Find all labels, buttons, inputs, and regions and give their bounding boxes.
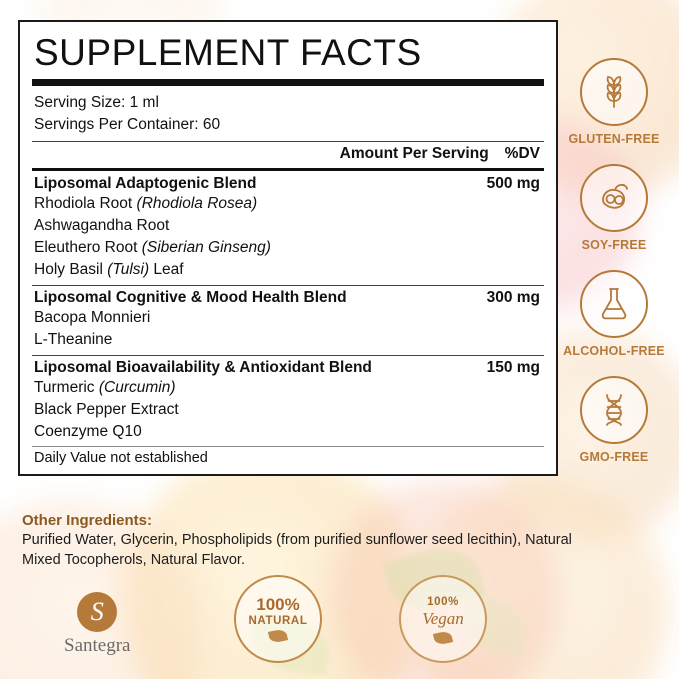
- badge-gluten-free: [555, 58, 673, 146]
- amount-per-serving-header: Amount Per Serving: [339, 144, 489, 162]
- brand-logo: [64, 592, 130, 657]
- ingredient-row: Black Pepper Extract: [34, 400, 179, 418]
- blend-row: [32, 289, 544, 307]
- divider: [32, 141, 544, 142]
- blend-name: Liposomal Adaptogenic Blend: [34, 174, 257, 192]
- seal-percent: 100%: [427, 596, 459, 608]
- brand-name: Santegra: [64, 635, 131, 656]
- seal-100-vegan: [399, 575, 487, 663]
- seal-label: NATURAL: [248, 615, 308, 627]
- footer-seals: [14, 579, 544, 671]
- badge-label: SOY-FREE: [581, 238, 647, 252]
- ingredient-row: Ashwagandha Root: [34, 216, 170, 234]
- blend-amount: 150 mg: [486, 358, 540, 376]
- leaf-icon: [433, 630, 453, 645]
- serving-size: Serving Size: 1 ml: [34, 93, 159, 111]
- badge-label: ALCOHOL-FREE: [563, 344, 665, 358]
- divider: [32, 446, 544, 447]
- ingredient-row: Coenzyme Q10: [34, 422, 142, 440]
- ingredient-row: Bacopa Monnieri: [34, 308, 151, 326]
- blend-row: [32, 359, 544, 377]
- ingredient-row: L-Theanine: [34, 330, 113, 348]
- soybean-icon: [580, 164, 648, 232]
- ingredient-row: Eleuthero Root (Siberian Ginseng): [34, 238, 271, 256]
- seal-100-natural: [234, 575, 322, 663]
- badge-gmo-free: [555, 376, 673, 464]
- leaf-icon: [268, 628, 288, 643]
- badge-label: GMO-FREE: [579, 450, 649, 464]
- certification-badges: [555, 58, 673, 464]
- dv-header: %DV: [504, 144, 540, 162]
- daily-value-footnote: Daily Value not established: [34, 449, 208, 466]
- blend-row: [32, 175, 544, 193]
- blend-amount: 500 mg: [486, 174, 540, 192]
- wheat-icon: [580, 58, 648, 126]
- other-ingredients-body: Purified Water, Glycerin, Phospholipids (from purified sunflower seed lecithin), Natural Mixed Tocopherols, Natural Flavor.: [22, 532, 572, 568]
- badge-label: GLUTEN-FREE: [568, 132, 660, 146]
- ingredient-row: Holy Basil (Tulsi) Leaf: [34, 260, 184, 278]
- divider: [32, 285, 544, 286]
- amount-header-row: [32, 145, 544, 163]
- blend-name: Liposomal Bioavailability & Antioxidant Blend: [34, 358, 372, 376]
- seal-percent: 100%: [256, 595, 300, 614]
- page-title: SUPPLEMENT FACTS: [34, 32, 422, 73]
- blend-name: Liposomal Cognitive & Mood Health Blend: [34, 288, 347, 306]
- ingredient-row: Turmeric (Curcumin): [34, 378, 176, 396]
- divider: [32, 79, 544, 86]
- other-ingredients-title: Other Ingredients:: [22, 512, 153, 529]
- ingredient-row: Rhodiola Root (Rhodiola Rosea): [34, 194, 258, 212]
- servings-per-container: Servings Per Container: 60: [34, 116, 221, 134]
- divider: [32, 168, 544, 171]
- badge-alcohol-free: [555, 270, 673, 358]
- supplement-facts-panel: [18, 20, 558, 476]
- divider: [32, 355, 544, 356]
- dna-icon: [580, 376, 648, 444]
- flask-icon: [580, 270, 648, 338]
- brand-mark: S: [77, 592, 117, 632]
- other-ingredients-section: [22, 512, 582, 570]
- badge-soy-free: [555, 164, 673, 252]
- blend-amount: 300 mg: [486, 288, 540, 306]
- seal-label: Vegan: [422, 609, 464, 628]
